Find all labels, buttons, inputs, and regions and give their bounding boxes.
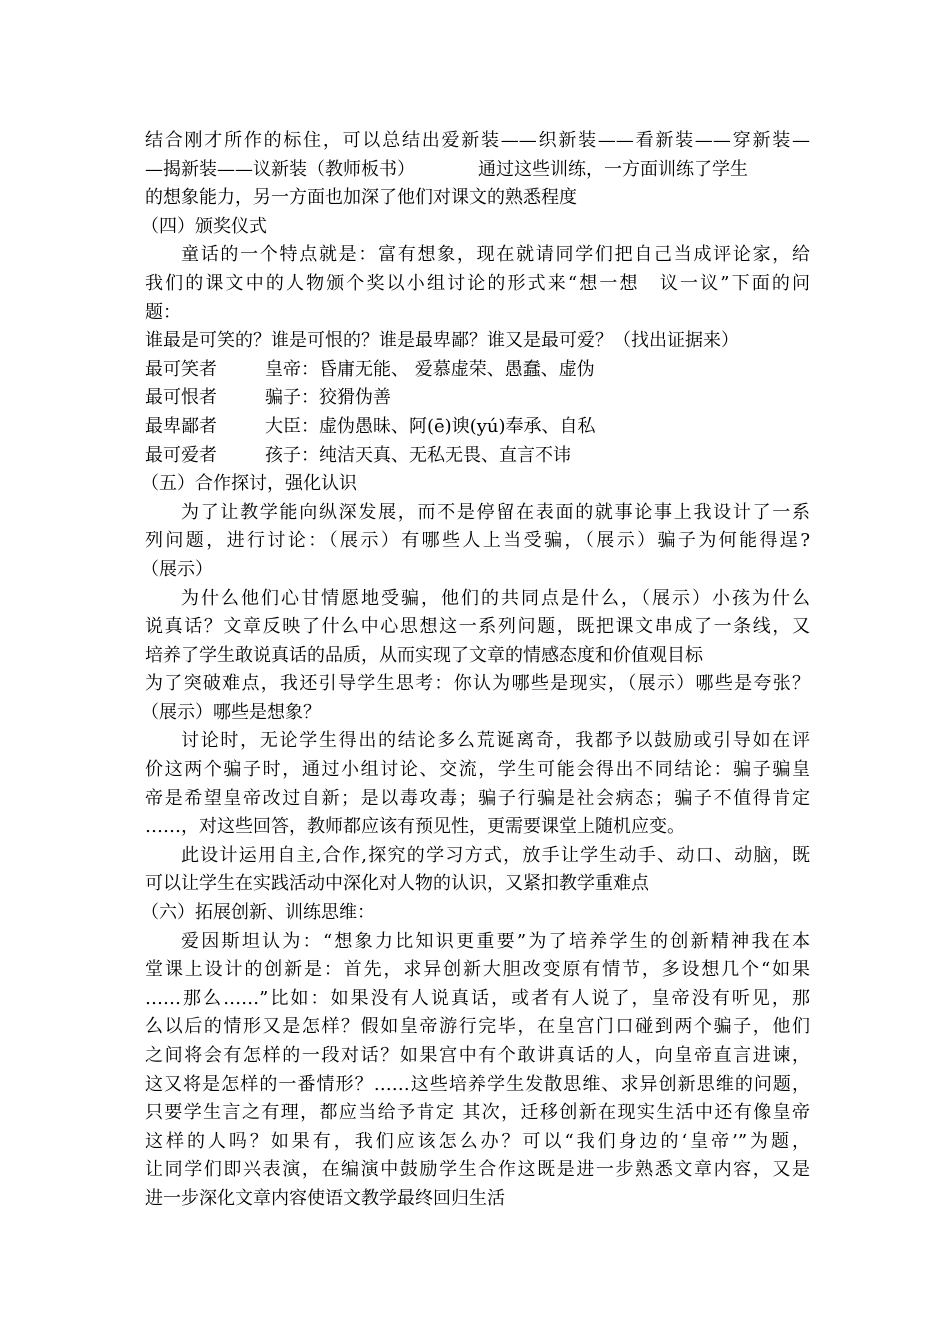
paragraph-line: 培养了学生敢说真话的品质，从而实现了文章的情感态度和价值观目标 <box>145 644 703 666</box>
paragraph-line: 只要学生言之有理，都应当给予肯定 其次，迁移创新在现实生活中还有像皇帝 <box>145 1102 810 1124</box>
paragraph-line: 可以让学生在实践活动中深化对人物的认识，又紧扣教学重难点 <box>145 873 649 895</box>
paragraph-line: 之间将会有怎样的一段对话？如果宫中有个敢讲真话的人，向皇帝直言进谏， <box>145 1045 810 1066</box>
paragraph-line: 这样的人吗？如果有，我们应该怎么办？可以“我们身边的‘皇帝’”为题， <box>145 1130 810 1152</box>
paragraph-line: 为了突破难点，我还引导学生思考：你认为哪些是现实，（展示）哪些是夸张？ <box>145 673 810 695</box>
paragraph-line: 进一步深化文章内容使语文教学最终回归生活 <box>145 1187 505 1209</box>
award-title: 最可爱者 <box>145 444 217 466</box>
award-title: 最可恨者 <box>145 387 217 409</box>
paragraph-line: ……那么……”比如：如果没有人说真话，或者有人说了，皇帝没有听见，那 <box>145 987 810 1009</box>
paragraph-line: 童话的一个特点就是：富有想象，现在就请同学们把自己当成评论家，给 <box>181 244 810 266</box>
paragraph-line: （展示） <box>141 558 213 580</box>
paragraph-line: 我们的课文中的人物颁个奖以小组讨论的形式来“想一想 议一议”下面的问 <box>145 272 810 294</box>
paragraph-line: —揭新装——议新装（教师板书） 通过这些训练，一方面训练了学生 <box>145 158 748 180</box>
award-row <box>145 413 810 442</box>
award-row <box>145 356 810 385</box>
paragraph-line: 为了让教学能向纵深发展，而不是停留在表面的就事论事上我设计了一系 <box>181 501 810 523</box>
paragraph-line: ……，对这些回答，教师都应该有预见性，更需要课堂上随机应变。 <box>145 816 685 838</box>
award-description: 皇帝：昏庸无能、 爱慕虚荣、愚蠢、虚伪 <box>265 358 595 380</box>
award-description: 骗子：狡猾伪善 <box>265 387 391 409</box>
paragraph-line: 说真话？文章反映了什么中心思想这一系列问题，既把课文串成了一条线，又 <box>145 616 810 638</box>
award-title: 最卑鄙者 <box>145 415 217 437</box>
paragraph-line: 这又将是怎样的一番情形？……这些培养学生发散思维、求异创新思维的问题， <box>145 1073 810 1095</box>
award-row <box>145 384 810 413</box>
paragraph-line: 此设计运用自主,合作,探究的学习方式，放手让学生动手、动口、动脑，既 <box>181 844 810 866</box>
paragraph-line: 讨论时，无论学生得出的结论多么荒诞离奇，我都予以鼓励或引导如在评 <box>181 730 810 752</box>
question-line: 谁最是可笑的？谁是可恨的？谁是最卑鄙？谁又是最可爱？（找出证据来） <box>145 330 739 352</box>
paragraph-line: 让同学们即兴表演，在编演中鼓励学生合作这既是进一步熟悉文章内容，又是 <box>145 1159 810 1181</box>
paragraph-line: 堂课上设计的创新是：首先，求异创新大胆改变原有情节，多设想几个“如果 <box>145 959 810 981</box>
paragraph-line: 结合刚才所作的标住，可以总结出爱新装——织新装——看新装——穿新装— <box>145 130 810 151</box>
section-heading-five: （五）合作探讨，强化认识 <box>141 473 357 495</box>
paragraph-line: 题： <box>145 301 181 323</box>
section-heading-four: （四）颁奖仪式 <box>141 215 267 237</box>
paragraph-line: 的想象能力，另一方面也加深了他们对课文的熟悉程度 <box>145 187 577 209</box>
award-row <box>145 442 810 471</box>
paragraph-line: 列问题，进行讨论：（展示）有哪些人上当受骗，（展示）骗子为何能得逞? <box>145 530 810 552</box>
paragraph-line: （展示）哪些是想象？ <box>141 701 321 723</box>
paragraph-line: 价这两个骗子时，通过小组讨论、交流，学生可能会得出不同结论：骗子骗皇 <box>145 759 810 781</box>
award-description: 孩子：纯洁天真、无私无畏、直言不讳 <box>265 444 571 466</box>
paragraph-line: 帝是希望皇帝改过自新；是以毒攻毒；骗子行骗是社会病态；骗子不值得肯定 <box>145 787 810 809</box>
paragraph-line: 为什么他们心甘情愿地受骗，他们的共同点是什么，（展示）小孩为什么 <box>181 587 810 609</box>
paragraph-line: 爱因斯坦认为：“想象力比知识更重要”为了培养学生的创新精神我在本 <box>181 930 810 952</box>
paragraph-line: 么以后的情形又是怎样？假如皇帝游行完毕，在皇宫门口碰到两个骗子，他们 <box>145 1016 810 1038</box>
section-heading-six: （六）拓展创新、训练思维： <box>141 902 375 924</box>
award-description: 大臣：虚伪愚昧、阿(ē)谀(yú)奉承、自私 <box>265 415 596 437</box>
award-title: 最可笑者 <box>145 358 217 380</box>
document-body <box>141 127 810 1214</box>
